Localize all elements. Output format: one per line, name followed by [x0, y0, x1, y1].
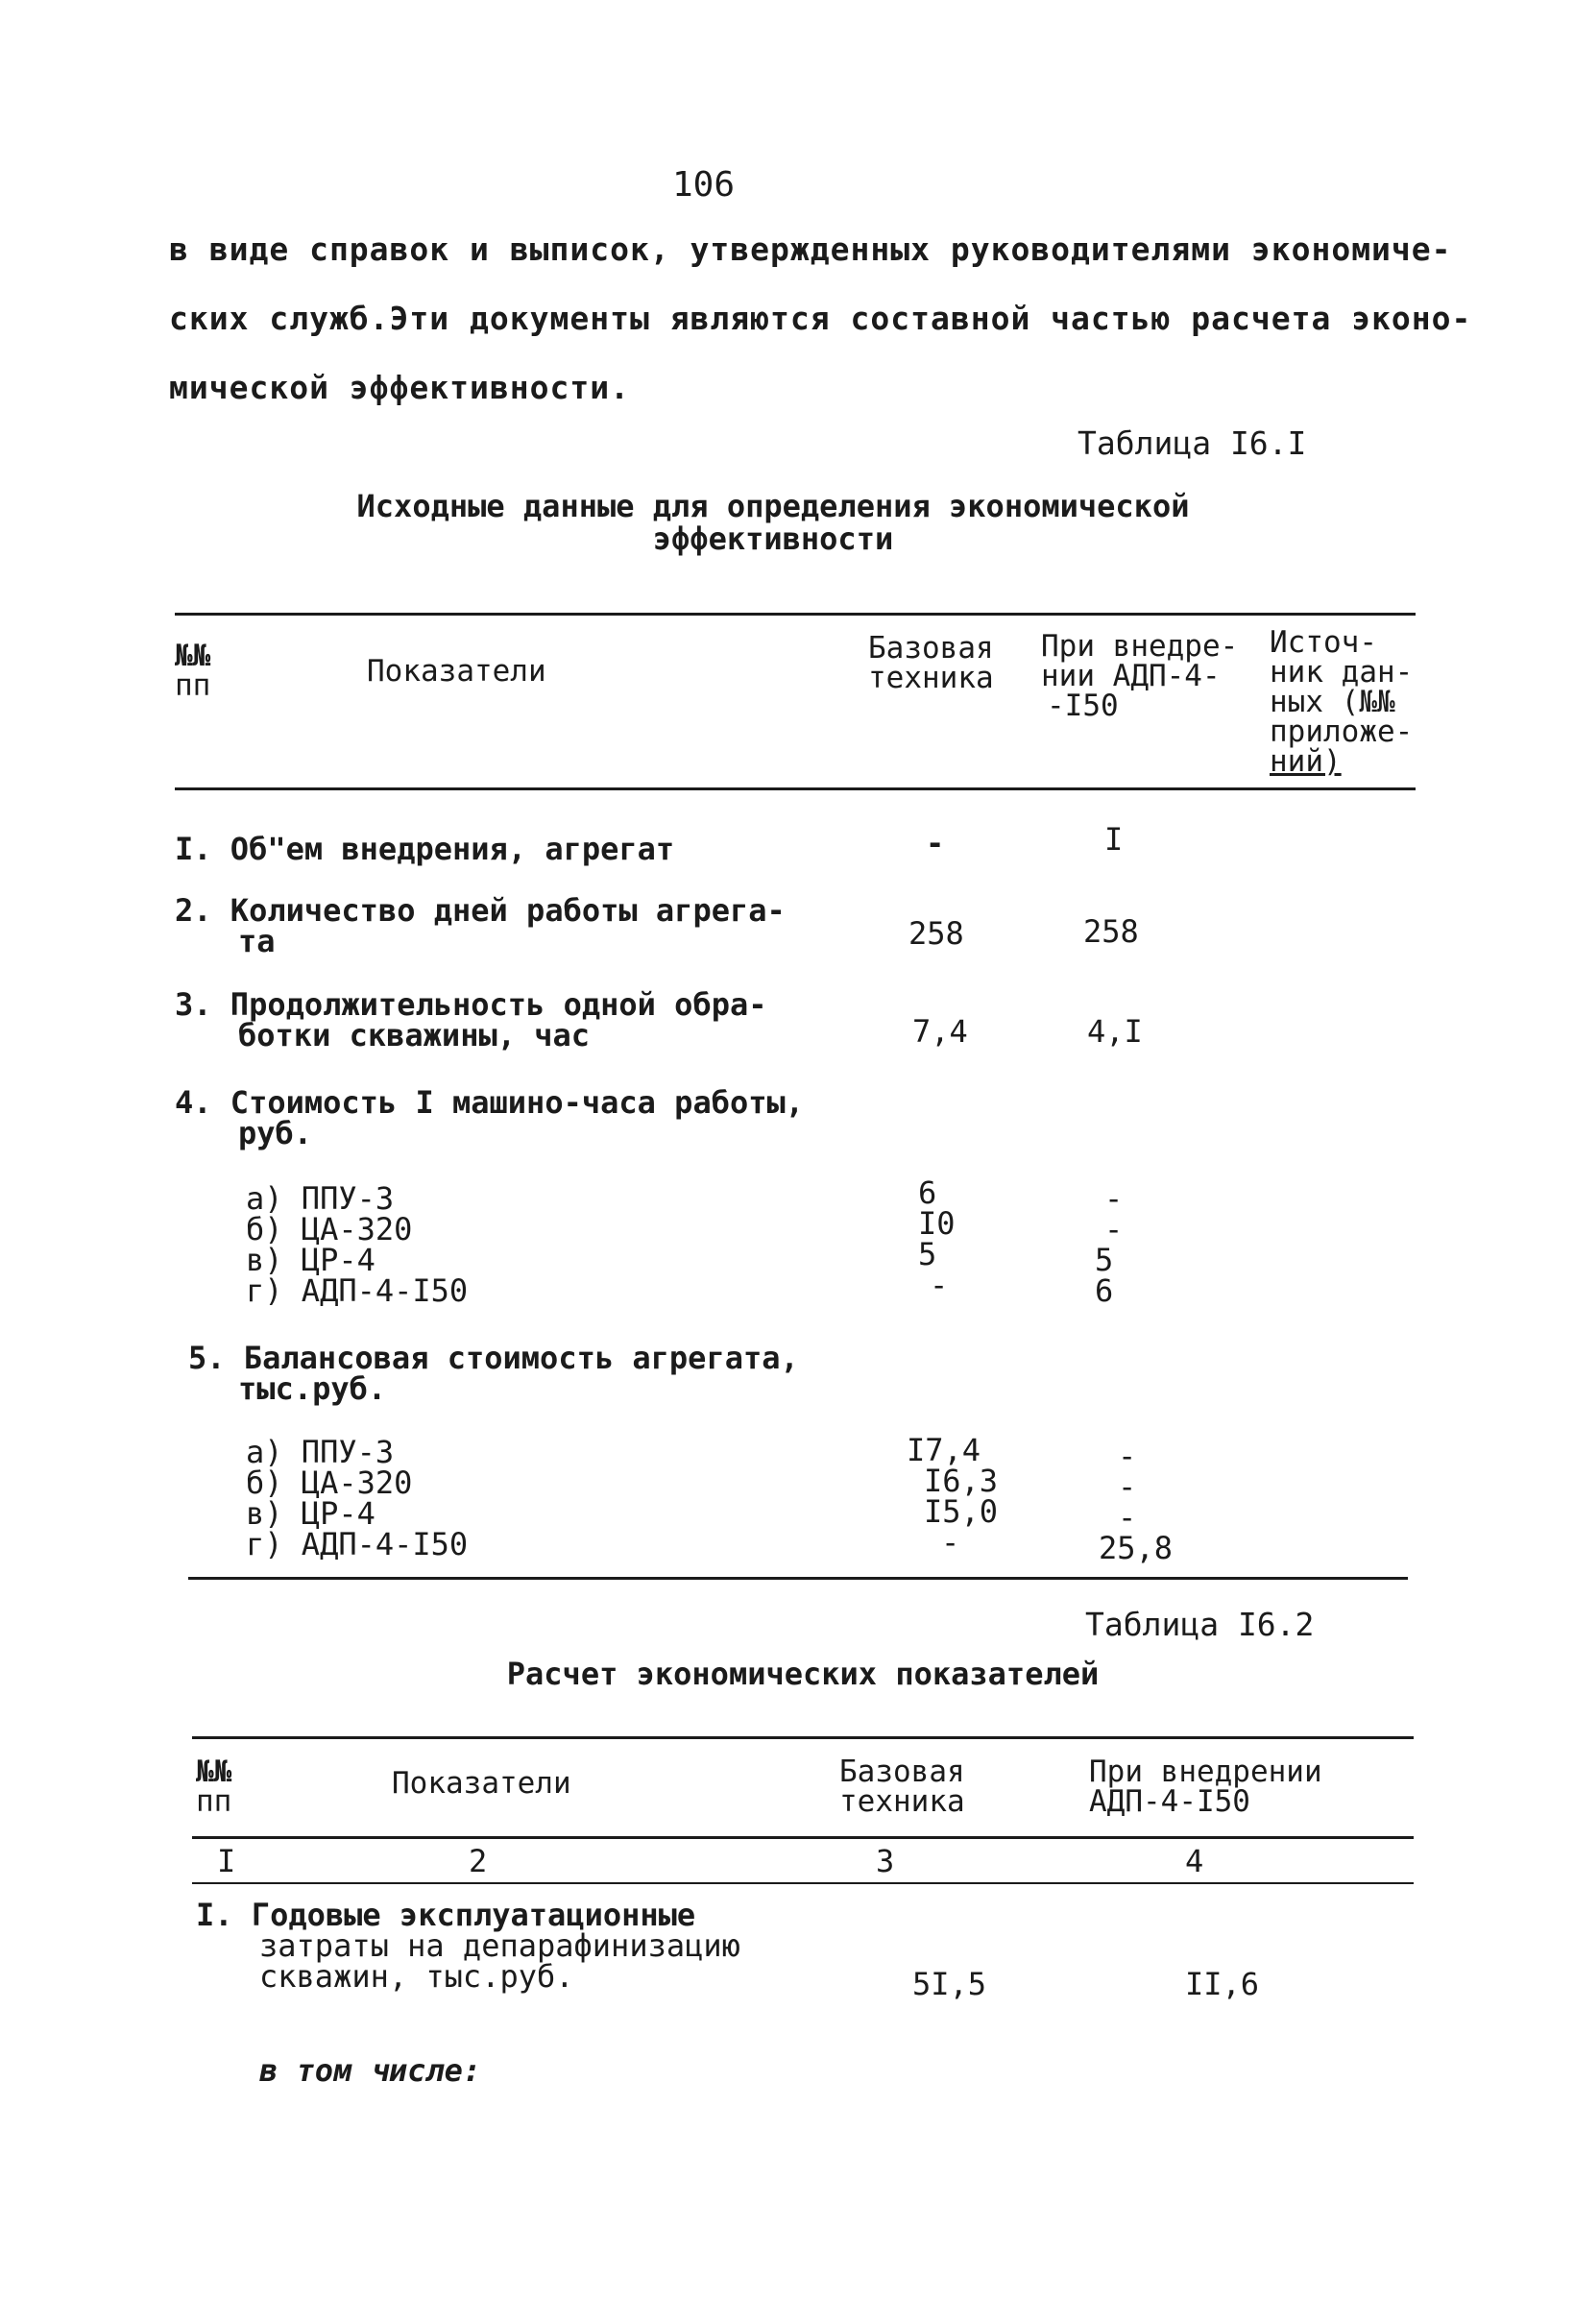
table1-row5-sub-b: б) ЦА-320 [246, 1465, 413, 1501]
table1-header-rule [175, 787, 1416, 790]
table2-header-num [196, 1757, 231, 1817]
table2-row1-label-line-3: скважин, тыс.руб. [259, 1958, 574, 1995]
table1-row5-base-values [907, 1432, 999, 1561]
table1-row3-base: 7,4 [912, 1013, 968, 1050]
table1-header-base-line-1: Базовая [868, 631, 994, 666]
table2-header-base-line-1: Базовая [839, 1755, 965, 1789]
intro-line-2: ских служб.Эти документы являются составной частью расчета эконо- [169, 300, 1472, 337]
table1-row4-impl-c: 5 [1095, 1242, 1114, 1278]
table1-row4-label-line-2: руб. [238, 1115, 313, 1151]
table2-header-base-line-2: техника [839, 1784, 965, 1819]
table2-header-indicators: Показатели [392, 1766, 571, 1801]
table1-header-base-line-2: техника [868, 661, 994, 695]
table1-header-num [175, 639, 211, 703]
table2-row1-impl: II,6 [1185, 1966, 1260, 2002]
table1-row4-sub-c: в) ЦР-4 [246, 1242, 375, 1278]
table1-row5-impl-b: - [1118, 1468, 1137, 1505]
table1-row4-label [175, 1084, 805, 1151]
table1-header-source-line-3: ных (№№ [1270, 685, 1395, 719]
table1-label: Таблица I6.I [1078, 424, 1307, 462]
table1-row4-base-c: 5 [918, 1236, 937, 1272]
table1-row5-impl-c: - [1118, 1499, 1137, 1536]
table1-header-base [868, 631, 994, 695]
table1-header-num-line-1: №№ [175, 639, 211, 673]
intro-line-3: мической эффективности. [169, 369, 630, 406]
table1-row4-impl-a: - [1104, 1180, 1124, 1217]
table1-row1-impl: I [1104, 821, 1124, 858]
table2-header-num-line-2: пп [196, 1784, 232, 1819]
table1-row4-base-b: I0 [918, 1205, 956, 1242]
table1-row5-base-d: - [941, 1524, 960, 1561]
table1-header-impl-line-1: При внедре- [1041, 629, 1239, 664]
table2-row1-base: 5I,5 [912, 1966, 987, 2002]
table2-header-impl-line-2: АДП-4-I50 [1089, 1784, 1250, 1819]
intro-line-1: в виде справок и выписок, утвержденных руководителями экономиче- [169, 230, 1452, 268]
table1-row5-sub-c: в) ЦР-4 [246, 1495, 375, 1532]
table1-row3-label-line-1: 3. Продолжительность одной обра- [175, 986, 767, 1023]
table2-colnum-rule [192, 1882, 1414, 1884]
table1-row2-base: 258 [908, 915, 964, 952]
table1-header-impl-line-3: -I50 [1047, 689, 1119, 723]
table2-colnum-4: 4 [1185, 1843, 1204, 1879]
table1-row2-label-line-2: та [238, 923, 276, 959]
table1-top-rule [175, 613, 1416, 616]
table1-row3-impl: 4,I [1087, 1013, 1143, 1050]
table1-row5-impl-d: 25,8 [1099, 1530, 1174, 1566]
table1-header-impl-line-2: нии АДП-4- [1041, 659, 1221, 693]
table1-row4-impl-d: 6 [1095, 1272, 1114, 1309]
table1-row4-impl-values [1095, 1180, 1124, 1309]
table1-row1-label: I. Об"ем внедрения, агрегат [175, 831, 675, 867]
table1-row4-sub-b: б) ЦА-320 [246, 1211, 413, 1247]
table1-row5-impl-values [1099, 1438, 1174, 1566]
table1-row5-label-line-2: тыс.руб. [238, 1370, 387, 1407]
table1-title-line-1: Исходные данные для определения экономической [356, 488, 1190, 524]
table1-row4-base-d: - [930, 1267, 949, 1303]
table1-row5-sub-a: а) ППУ-3 [246, 1434, 395, 1470]
table2-header-num-line-1: №№ [196, 1755, 232, 1789]
table1-row5-label-line-1: 5. Балансовая стоимость агрегата, [188, 1340, 799, 1376]
table2-title: Расчет экономических показателей [506, 1656, 1100, 1692]
table2-header-impl [1089, 1757, 1322, 1817]
table2-row1-label-line-1: I. Годовые эксплуатационные [196, 1897, 696, 1933]
table1-header-num-line-2: пп [175, 668, 211, 703]
table1-row2-label-line-1: 2. Количество дней работы агрега- [175, 892, 786, 929]
table1-row4-sub-d: г) АДП-4-I50 [246, 1272, 469, 1309]
table1-row4-sublist [246, 1180, 469, 1309]
page-number: 106 [672, 165, 736, 205]
table1-row5-base-a: I7,4 [907, 1432, 981, 1468]
table1-row4-sub-a: а) ППУ-3 [246, 1180, 395, 1217]
table1-row3-label-line-2: ботки скважины, час [238, 1017, 591, 1053]
table1-row2-impl: 258 [1083, 913, 1139, 950]
table2-colnum-1: I [217, 1843, 236, 1879]
table2-colnum-2: 2 [469, 1843, 488, 1879]
table1-header-source-line-1: Источ- [1270, 625, 1377, 660]
table1-row1-base: - [926, 825, 945, 861]
table1-header-impl [1041, 629, 1239, 723]
table1-header-source-line-4: приложе- [1270, 714, 1414, 749]
table1-row4-impl-b: - [1104, 1211, 1124, 1247]
table1-title-line-2: эффективности [652, 520, 894, 557]
table1-row2-label [175, 892, 786, 959]
table1-row5-sublist [246, 1434, 469, 1562]
table1-row4-base-a: 6 [918, 1174, 937, 1211]
table2-header-base [839, 1757, 965, 1817]
table1-header-source-line-5: ний) [1270, 744, 1342, 779]
table1-row4-base-values [918, 1174, 956, 1303]
table2-header-impl-line-1: При внедрении [1089, 1755, 1322, 1789]
table1-row4-label-line-1: 4. Стоимость I машино-часа работы, [175, 1084, 805, 1121]
table1-header-source-line-2: ник дан- [1270, 655, 1414, 690]
table1-header-source [1270, 625, 1414, 779]
table2-footer-note: в том числе: [259, 2052, 482, 2089]
table2-row1-label-line-2: затраты на депарафинизацию [259, 1927, 740, 1964]
table2-header-rule [192, 1836, 1414, 1839]
table1-row5-base-c: I5,0 [924, 1493, 999, 1530]
table1-row3-label [175, 986, 767, 1053]
table1-bottom-rule [188, 1577, 1408, 1580]
table2-colnum-3: 3 [876, 1843, 895, 1879]
table1-title [269, 490, 1277, 555]
table2-top-rule [192, 1736, 1414, 1739]
table1-row5-impl-a: - [1118, 1438, 1137, 1474]
table1-row5-label [188, 1340, 799, 1407]
table2-label: Таблица I6.2 [1085, 1606, 1315, 1643]
table1-row5-base-b: I6,3 [924, 1463, 999, 1499]
table2-row1-label [196, 1897, 740, 1995]
table1-row5-sub-d: г) АДП-4-I50 [246, 1526, 469, 1562]
table1-header-indicators: Показатели [367, 654, 546, 689]
